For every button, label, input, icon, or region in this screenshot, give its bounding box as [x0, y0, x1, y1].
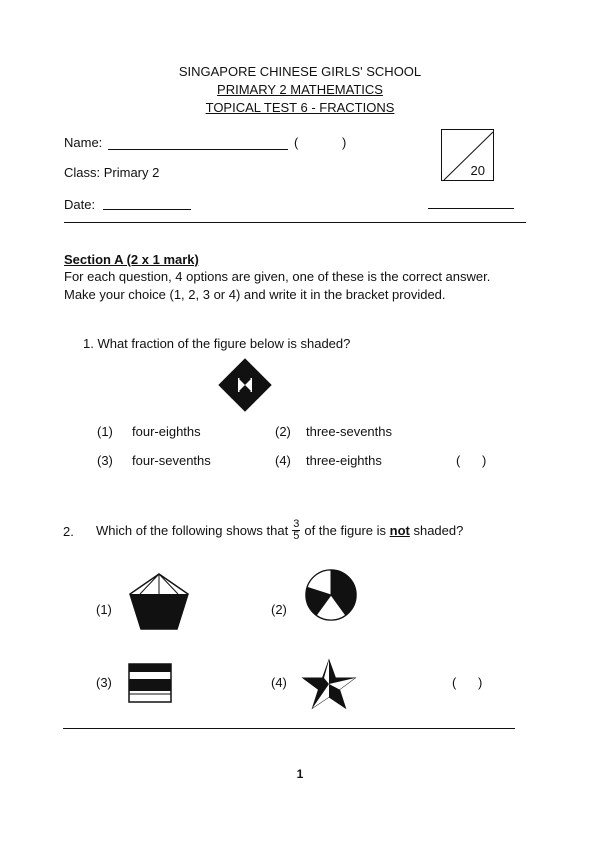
page-number: 1 [296, 767, 304, 781]
subject-title: PRIMARY 2 MATHEMATICS [217, 82, 383, 97]
q2-fraction [292, 519, 300, 542]
school-name: SINGAPORE CHINESE GIRLS' SCHOOL [178, 64, 422, 79]
q1-option-1-num: (1) [97, 424, 113, 439]
q1-option-1-text: four-eighths [132, 424, 201, 439]
score-total: 20 [470, 163, 485, 178]
diamond-figure [218, 358, 272, 412]
register-paren-close: ) [342, 135, 347, 150]
test-title: TOPICAL TEST 6 - FRACTIONS [205, 100, 395, 115]
date-line[interactable] [103, 209, 191, 210]
instruction-line-2: Make your choice (1, 2, 3 or 4) and write it in the bracket provided. [64, 287, 446, 302]
test-title-wrap [0, 100, 600, 115]
instruction-line-1: For each question, 4 options are given, one of these is the correct answer. [64, 269, 491, 284]
q2-option-4-num: (4) [271, 675, 287, 690]
q1-answer-bracket[interactable]: ( ) [456, 453, 487, 468]
q2-text-mid: of the figure is [304, 522, 386, 538]
subject-title-wrap [0, 82, 600, 97]
rectangle-icon [128, 663, 172, 703]
register-paren-open: ( [294, 135, 299, 150]
q2-text [96, 512, 463, 548]
q2-frac-den: 5 [293, 529, 300, 542]
q2-option-3-num: (3) [96, 675, 112, 690]
signature-line [428, 208, 514, 209]
class-label: Class: Primary 2 [64, 165, 160, 180]
q1-option-2-text: three-sevenths [306, 424, 392, 439]
date-label: Date: [64, 197, 96, 212]
name-line[interactable] [108, 149, 288, 150]
pentagon-icon [128, 572, 190, 632]
section-title: Section A (2 x 1 mark) [64, 252, 199, 267]
q2-option-1-num: (1) [96, 602, 112, 617]
header-divider [64, 222, 526, 223]
circle-icon [304, 568, 358, 622]
footer-divider [63, 728, 515, 729]
q1-option-4-num: (4) [275, 453, 291, 468]
q1-text: 1. What fraction of the figure below is shaded? [83, 336, 351, 351]
q2-frac-num: 3 [293, 517, 300, 530]
star-icon [300, 658, 358, 710]
section-title-wrap [64, 252, 199, 267]
q2-text-after: shaded? [413, 522, 464, 538]
q1-option-3-text: four-sevenths [132, 453, 211, 468]
q1-option-2-num: (2) [275, 424, 291, 439]
q1-option-4-text: three-eighths [306, 453, 382, 468]
name-label: Name: [64, 135, 103, 150]
q2-text-not: not [389, 522, 410, 538]
q2-number: 2. [63, 524, 74, 539]
q2-answer-bracket[interactable]: ( ) [452, 675, 483, 690]
q2-text-before: Which of the following shows that [96, 522, 289, 538]
q1-option-3-num: (3) [97, 453, 113, 468]
q2-option-2-num: (2) [271, 602, 287, 617]
score-box [441, 129, 494, 181]
score-diagonal [442, 130, 495, 182]
